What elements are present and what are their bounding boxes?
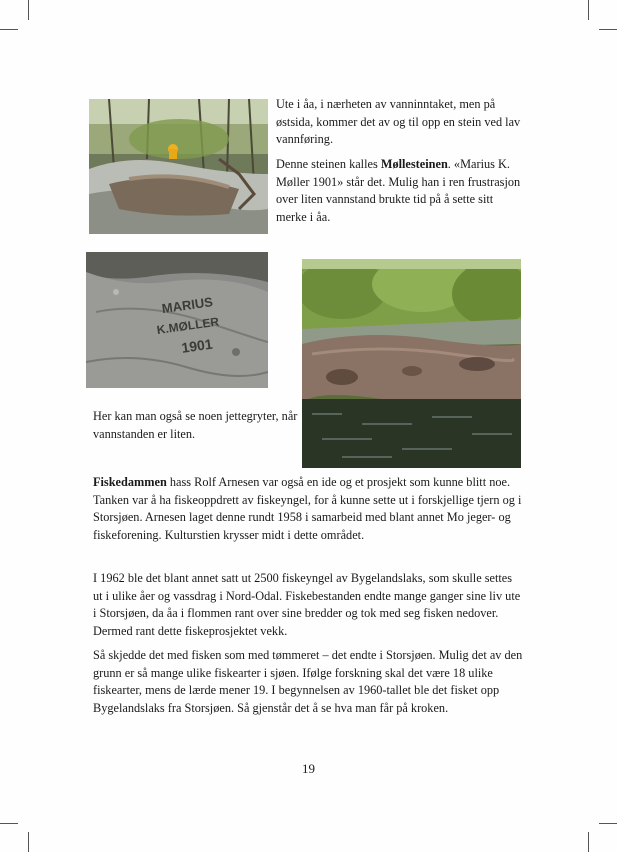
intro-paragraph-1: Ute i åa, i nærheten av vanninntaket, men på østsida, kommer det av og til opp en stein ved lav vannføring.	[276, 97, 521, 147]
page-number: 19	[302, 761, 315, 776]
fiskedammen-text: hass Rolf Arnesen var også en ide og et prosjekt som kunne blitt noe. Tanken var å ha fiskeoppdrett av fiskeyngel, for å kunne sette ut i forskjellige tjern og i Storsjøen. Arnesen laget denne rundt 1958 i samarbeid med blant annet Mo jeger- og fiskeforening. Kulturstien krysser midt i dette området.	[93, 475, 522, 542]
fiskedammen-bold: Fiskedammen	[93, 475, 167, 489]
crop-mark-top-right-v	[588, 0, 589, 20]
crop-mark-top-right-h	[599, 29, 617, 30]
inscription-line-1: MARIUS	[160, 294, 214, 317]
photo-stream-with-stone	[89, 99, 268, 234]
inscription-line-2: K.MØLLER	[155, 314, 220, 338]
paragraph-1962: I 1962 ble det blant annet satt ut 2500 fiskeyngel av Bygelandslaks, som skulle settes ut i ulike åer og vassdrag i Nord-Odal. Fiskebestanden endte mange ganger sine liv ute i Storsjøen, da åa i flommen rant over sine bredder og tok med seg fisken nedover. Dermed rant dette fiskeprosjektet vekk.	[93, 571, 521, 638]
jettegryter-caption: Her kan man også se noen jettegryter, når vannstanden er liten.	[93, 409, 298, 441]
crop-mark-top-left-h	[0, 29, 18, 30]
fiskedammen-paragraph	[93, 474, 523, 544]
crop-mark-top-left-v	[28, 0, 29, 20]
photo-inscribed-stone	[86, 252, 268, 388]
crop-mark-bottom-left-v	[28, 832, 29, 852]
crop-mark-bottom-right-v	[588, 832, 589, 852]
inscription-line-3: 1901	[180, 335, 214, 356]
crop-mark-bottom-right-h	[599, 823, 617, 824]
intro-p2-pre: Denne steinen kalles	[276, 157, 381, 171]
crop-mark-bottom-left-h	[0, 823, 18, 824]
mollesteinen-bold: Møllesteinen	[380, 157, 448, 171]
intro-paragraph-2	[276, 156, 522, 226]
intro-p2-post: . «Marius K. Møller 1901» står det. Mulig han i ren frustrasjon over liten vannstand brukte tid på å sette sitt merke i åa.	[276, 157, 521, 224]
paragraph-last: Så skjedde det med fisken som med tømmeret – det endte i Storsjøen. Mulig det av den grunn er så mange ulike fiskearter i sjøen. Ifølge forskning skal det være 18 ulike fiskearter, mens de lærde mener 19. I begynnelsen av 1960-tallet ble det fisket opp Bygelandslaks fra Storsjøen. Så gjenstår det å se hva man får på kroken.	[93, 648, 523, 715]
photo-potholes	[302, 259, 521, 468]
